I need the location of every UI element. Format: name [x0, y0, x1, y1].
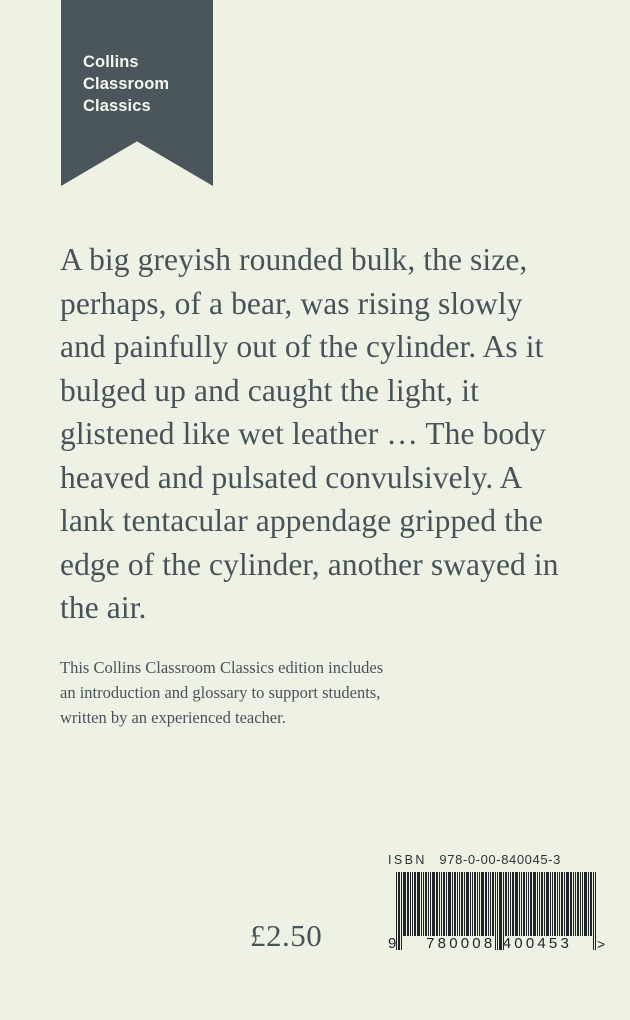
blurb-line-2: an introduction and glossary to support students,: [60, 683, 381, 702]
barcode-digits-main: 780008 400453: [426, 935, 573, 952]
barcode-block: [388, 852, 606, 950]
barcode-graphic: [388, 872, 606, 950]
isbn-number: 978-0-00-840045-3: [439, 852, 561, 867]
banner-line-3: Classics: [83, 96, 151, 115]
banner-text: [83, 52, 203, 117]
isbn-label: ISBN: [388, 853, 427, 867]
collins-classroom-classics-banner: [61, 0, 213, 186]
banner-line-2: Classroom: [83, 74, 170, 93]
edition-blurb: [60, 655, 520, 730]
barcode-digits: [388, 935, 606, 952]
price-label: £2.50: [250, 918, 323, 953]
barcode-digit-right: >: [596, 936, 606, 952]
isbn-line: [388, 852, 606, 867]
barcode-digit-left: 9: [388, 935, 398, 952]
cover-quote: A big greyish rounded bulk, the size, perhaps, of a bear, was rising slowly and painfully out of the cylinder. As it bulged up and caught the light, it glistened like wet leather … The body heaved and pulsated convulsively. A lank tentacular appendage gripped the edge of the cylinder, another swayed in the air.: [60, 242, 559, 625]
blurb-line-1: This Collins Classroom Classics edition includes: [60, 658, 384, 677]
blurb-line-3: written by an experienced teacher.: [60, 708, 286, 727]
banner-line-1: Collins: [83, 53, 139, 71]
